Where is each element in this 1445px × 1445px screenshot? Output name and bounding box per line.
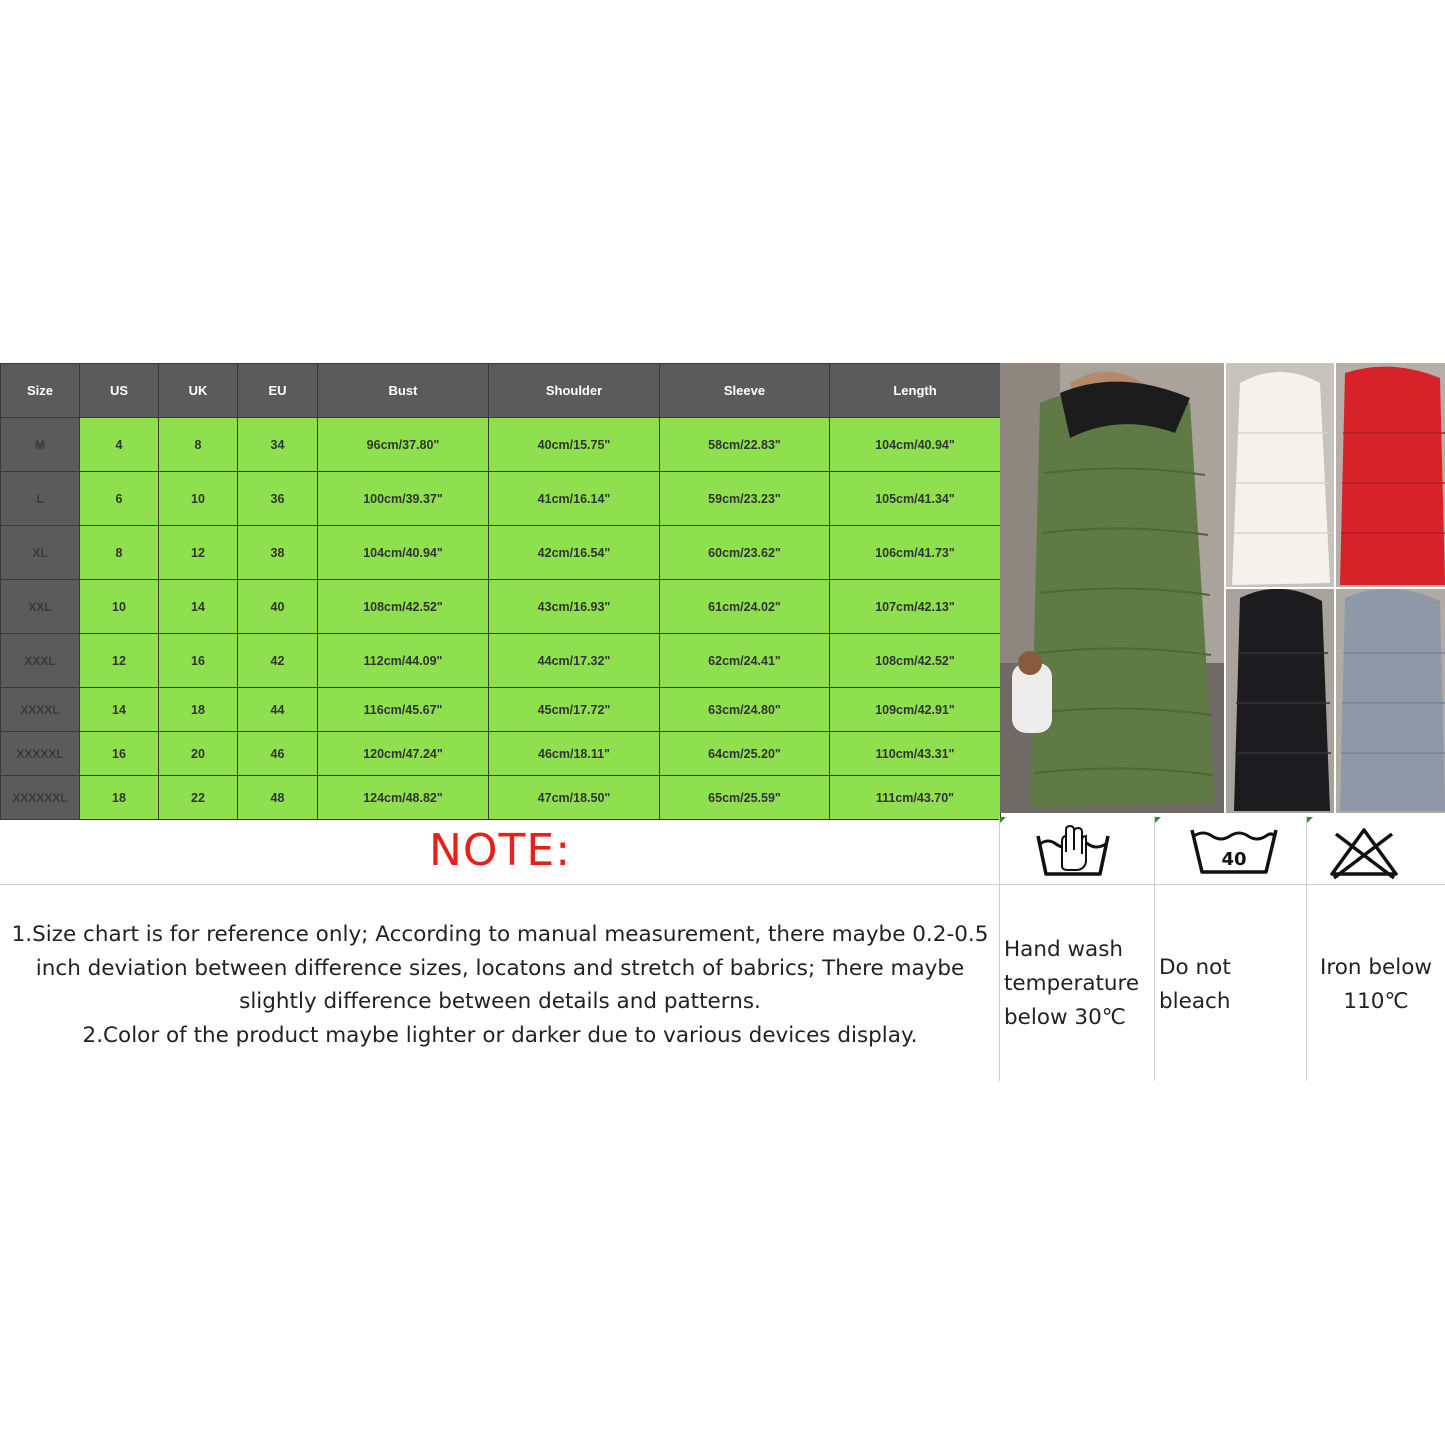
header-sleeve: Sleeve xyxy=(660,364,830,418)
bust-cell: 116cm/45.67" xyxy=(318,688,489,732)
length-cell: 109cm/42.91" xyxy=(830,688,1001,732)
eu-cell: 34 xyxy=(238,418,318,472)
table-row xyxy=(1,580,1001,634)
coat-body xyxy=(1232,372,1330,585)
table-row xyxy=(1,418,1001,472)
black-coat-photo xyxy=(1225,588,1335,813)
sleeve-cell: 58cm/22.83" xyxy=(660,418,830,472)
eu-cell: 38 xyxy=(238,526,318,580)
white-coat-photo xyxy=(1225,363,1335,588)
uk-cell: 22 xyxy=(159,776,238,820)
header-shoulder: Shoulder xyxy=(489,364,660,418)
bust-cell: 120cm/47.24" xyxy=(318,732,489,776)
corner-mark xyxy=(1307,817,1313,823)
size-chart-table xyxy=(0,363,1001,820)
hand-wash-label xyxy=(1004,933,1152,1035)
bust-cell: 100cm/39.37" xyxy=(318,472,489,526)
uk-cell: 10 xyxy=(159,472,238,526)
care-label-line: Hand wash xyxy=(1004,937,1124,962)
length-cell: 105cm/41.34" xyxy=(830,472,1001,526)
shoulder-cell: 40cm/15.75" xyxy=(489,418,660,472)
size-cell: XXXXL xyxy=(1,688,80,732)
size-cell: L xyxy=(1,472,80,526)
iron-below-label xyxy=(1307,951,1445,1019)
bust-cell: 104cm/40.94" xyxy=(318,526,489,580)
shoulder-cell: 45cm/17.72" xyxy=(489,688,660,732)
coat-body xyxy=(1030,388,1215,808)
coat-body xyxy=(1340,367,1445,585)
care-label-line: temperature xyxy=(1004,971,1140,996)
sleeve-cell: 64cm/25.20" xyxy=(660,732,830,776)
eu-cell: 40 xyxy=(238,580,318,634)
care-label-line: below 30℃ xyxy=(1004,1005,1126,1030)
shoulder-cell: 47cm/18.50" xyxy=(489,776,660,820)
us-cell: 4 xyxy=(80,418,159,472)
size-cell: XXXXXL xyxy=(1,732,80,776)
shoulder-cell: 46cm/18.11" xyxy=(489,732,660,776)
note-line-1: 1.Size chart is for reference only; According to manual measurement, there maybe 0.2-0.5 inch deviation between difference sizes, locatons and stretch of babrics; There maybe slightly difference between details and patterns. xyxy=(11,922,989,1014)
table-row xyxy=(1,688,1001,732)
uk-cell: 14 xyxy=(159,580,238,634)
header-uk: UK xyxy=(159,364,238,418)
do-not-bleach-label xyxy=(1159,951,1304,1019)
us-cell: 10 xyxy=(80,580,159,634)
header-bust: Bust xyxy=(318,364,489,418)
uk-cell: 16 xyxy=(159,634,238,688)
note-title: NOTE: xyxy=(428,825,572,876)
table-row xyxy=(1,526,1001,580)
table-header-row xyxy=(1,364,1001,418)
shoulder-cell: 42cm/16.54" xyxy=(489,526,660,580)
shoulder-cell: 41cm/16.14" xyxy=(489,472,660,526)
divider xyxy=(1306,816,1307,1081)
grey-coat-photo xyxy=(1335,588,1445,813)
us-cell: 12 xyxy=(80,634,159,688)
sleeve-cell: 59cm/23.23" xyxy=(660,472,830,526)
green-coat-photo xyxy=(1000,363,1225,813)
eu-cell: 48 xyxy=(238,776,318,820)
eu-cell: 44 xyxy=(238,688,318,732)
uk-cell: 12 xyxy=(159,526,238,580)
header-size: Size xyxy=(1,364,80,418)
uk-cell: 20 xyxy=(159,732,238,776)
sleeve-cell: 62cm/24.41" xyxy=(660,634,830,688)
length-cell: 108cm/42.52" xyxy=(830,634,1001,688)
shoulder-cell: 43cm/16.93" xyxy=(489,580,660,634)
uk-cell: 8 xyxy=(159,418,238,472)
care-label-line: Iron below xyxy=(1320,955,1432,980)
header-us: US xyxy=(80,364,159,418)
note-body xyxy=(8,918,992,1052)
size-cell: M xyxy=(1,418,80,472)
header-length: Length xyxy=(830,364,1001,418)
uk-cell: 18 xyxy=(159,688,238,732)
length-cell: 110cm/43.31" xyxy=(830,732,1001,776)
us-cell: 18 xyxy=(80,776,159,820)
us-cell: 8 xyxy=(80,526,159,580)
bust-cell: 124cm/48.82" xyxy=(318,776,489,820)
red-coat-photo xyxy=(1335,363,1445,588)
us-cell: 14 xyxy=(80,688,159,732)
no-bleach-icon xyxy=(1328,822,1400,880)
corner-mark xyxy=(1000,817,1006,823)
length-cell: 104cm/40.94" xyxy=(830,418,1001,472)
corner-mark xyxy=(1155,817,1161,823)
divider xyxy=(1154,816,1155,1081)
care-label-line: 110℃ xyxy=(1343,989,1409,1014)
table-row xyxy=(1,472,1001,526)
hand-wash-icon xyxy=(1034,822,1112,880)
table-row xyxy=(1,732,1001,776)
size-cell: XXXL xyxy=(1,634,80,688)
header-eu: EU xyxy=(238,364,318,418)
size-cell: XL xyxy=(1,526,80,580)
length-cell: 106cm/41.73" xyxy=(830,526,1001,580)
eu-cell: 36 xyxy=(238,472,318,526)
size-cell: XXL xyxy=(1,580,80,634)
shoulder-cell: 44cm/17.32" xyxy=(489,634,660,688)
eu-cell: 42 xyxy=(238,634,318,688)
care-label-line: Do not xyxy=(1159,955,1231,980)
coat-body xyxy=(1340,589,1445,811)
bust-cell: 108cm/42.52" xyxy=(318,580,489,634)
sleeve-cell: 65cm/25.59" xyxy=(660,776,830,820)
note-line-2: 2.Color of the product maybe lighter or darker due to various devices display. xyxy=(82,1022,918,1048)
sleeve-cell: 60cm/23.62" xyxy=(660,526,830,580)
product-photo-collage xyxy=(1000,363,1445,813)
wash-40-icon xyxy=(1188,822,1280,878)
care-label-line: bleach xyxy=(1159,989,1231,1014)
eu-cell: 46 xyxy=(238,732,318,776)
sleeve-cell: 63cm/24.80" xyxy=(660,688,830,732)
length-cell: 111cm/43.70" xyxy=(830,776,1001,820)
length-cell: 107cm/42.13" xyxy=(830,580,1001,634)
sleeve-cell: 61cm/24.02" xyxy=(660,580,830,634)
wash-temp-label: 40 xyxy=(1221,849,1247,870)
size-cell: XXXXXXL xyxy=(1,776,80,820)
bust-cell: 112cm/44.09" xyxy=(318,634,489,688)
divider xyxy=(0,884,1445,885)
bust-cell: 96cm/37.80" xyxy=(318,418,489,472)
table-row xyxy=(1,634,1001,688)
table-row xyxy=(1,776,1001,820)
us-cell: 6 xyxy=(80,472,159,526)
us-cell: 16 xyxy=(80,732,159,776)
coat-body xyxy=(1234,589,1330,811)
